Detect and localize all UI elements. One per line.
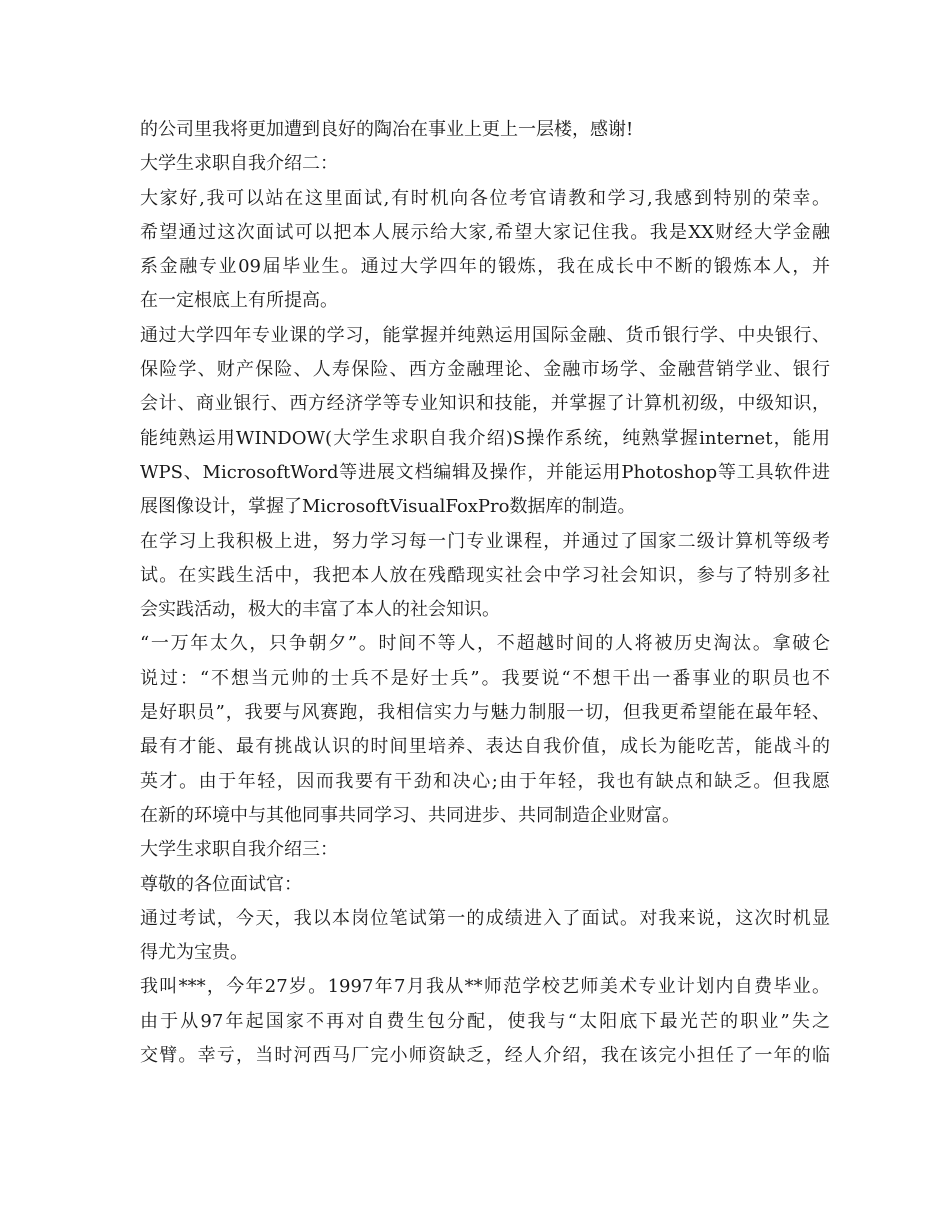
text-line: 的公司里我将更加遭到良好的陶冶在事业上更上一层楼，感谢!: [140, 119, 634, 140]
text-line: 我叫***，今年27岁。1997年7月我从**师范学校艺师美术专业计划内自费毕业。: [140, 976, 830, 998]
text-line: 由于从97年起国家不再对自费生包分配，使我与“太阳底下最光芒的职业”失之: [140, 1010, 830, 1032]
text-line: 英才。由于年轻，因而我要有干劲和决心;由于年轻，我也有缺点和缺乏。但我愿: [140, 770, 830, 792]
text-line: “一万年太久，只争朝夕”。时间不等人，不超越时间的人将被历史淘汰。拿破仑: [140, 633, 830, 655]
text-line: 在新的环境中与其他同事共同学习、共同进步、共同制造企业财富。: [140, 804, 680, 826]
text-line: 会实践活动，极大的丰富了本人的社会知识。: [140, 599, 500, 621]
text-line: 通过考试，今天，我以本岗位笔试第一的成绩进入了面试。对我来说，这次时机显: [140, 907, 830, 929]
text-line: 会计、商业银行、西方经济学等专业知识和技能，并掌握了计算机初级，中级知识，: [140, 393, 830, 415]
text-line: 在一定根底上有所提高。: [140, 290, 338, 312]
text-line: 能纯熟运用WINDOW(大学生求职自我介绍)S操作系统，纯熟掌握internet，能用: [140, 427, 830, 449]
text-line: 是好职员”，我要与风赛跑，我相信实力与魅力制服一切，但我更希望能在最年轻、: [140, 702, 830, 724]
text-line: 说过：“不想当元帅的士兵不是好士兵”。我要说“不想干出一番事业的职员也不: [140, 667, 830, 689]
text-line: 在学习上我积极上进，努力学习每一门专业课程，并通过了国家二级计算机等级考: [140, 530, 830, 552]
text-line: 大学生求职自我介绍二：: [140, 153, 338, 175]
text-line: 希望通过这次面试可以把本人展示给大家,希望大家记住我。我是XX财经大学金融: [140, 221, 830, 243]
document-body: [140, 113, 830, 1073]
text-line: 通过大学四年专业课的学习，能掌握并纯熟运用国际金融、货币银行学、中央银行、: [140, 324, 830, 346]
text-line: 展图像设计，掌握了MicrosoftVisualFoxPro数据库的制造。: [140, 496, 636, 518]
text-line: 尊敬的各位面试官：: [140, 873, 302, 895]
text-line: 大家好,我可以站在这里面试,有时机向各位考官请教和学习,我感到特别的荣幸。: [140, 187, 830, 209]
text-line: 得尤为宝贵。: [140, 942, 248, 964]
text-line: 试。在实践生活中，我把本人放在残酷现实社会中学习社会知识，参与了特别多社: [140, 564, 830, 586]
text-line: 交臂。幸亏，当时河西马厂完小师资缺乏，经人介绍，我在该完小担任了一年的临: [140, 1045, 830, 1067]
text-line: 最有才能、最有挑战认识的时间里培养、表达自我价值，成长为能吃苦，能战斗的: [140, 736, 830, 758]
text-line: 保险学、财产保险、人寿保险、西方金融理论、金融市场学、金融营销学业、银行: [140, 359, 830, 381]
text-line: 大学生求职自我介绍三：: [140, 839, 338, 861]
text-line: 系金融专业09届毕业生。通过大学四年的锻炼，我在成长中不断的锻炼本人，并: [140, 256, 830, 278]
text-line: WPS、MicrosoftWord等进展文档编辑及操作，并能运用Photoshop等工具软件进: [140, 461, 830, 483]
